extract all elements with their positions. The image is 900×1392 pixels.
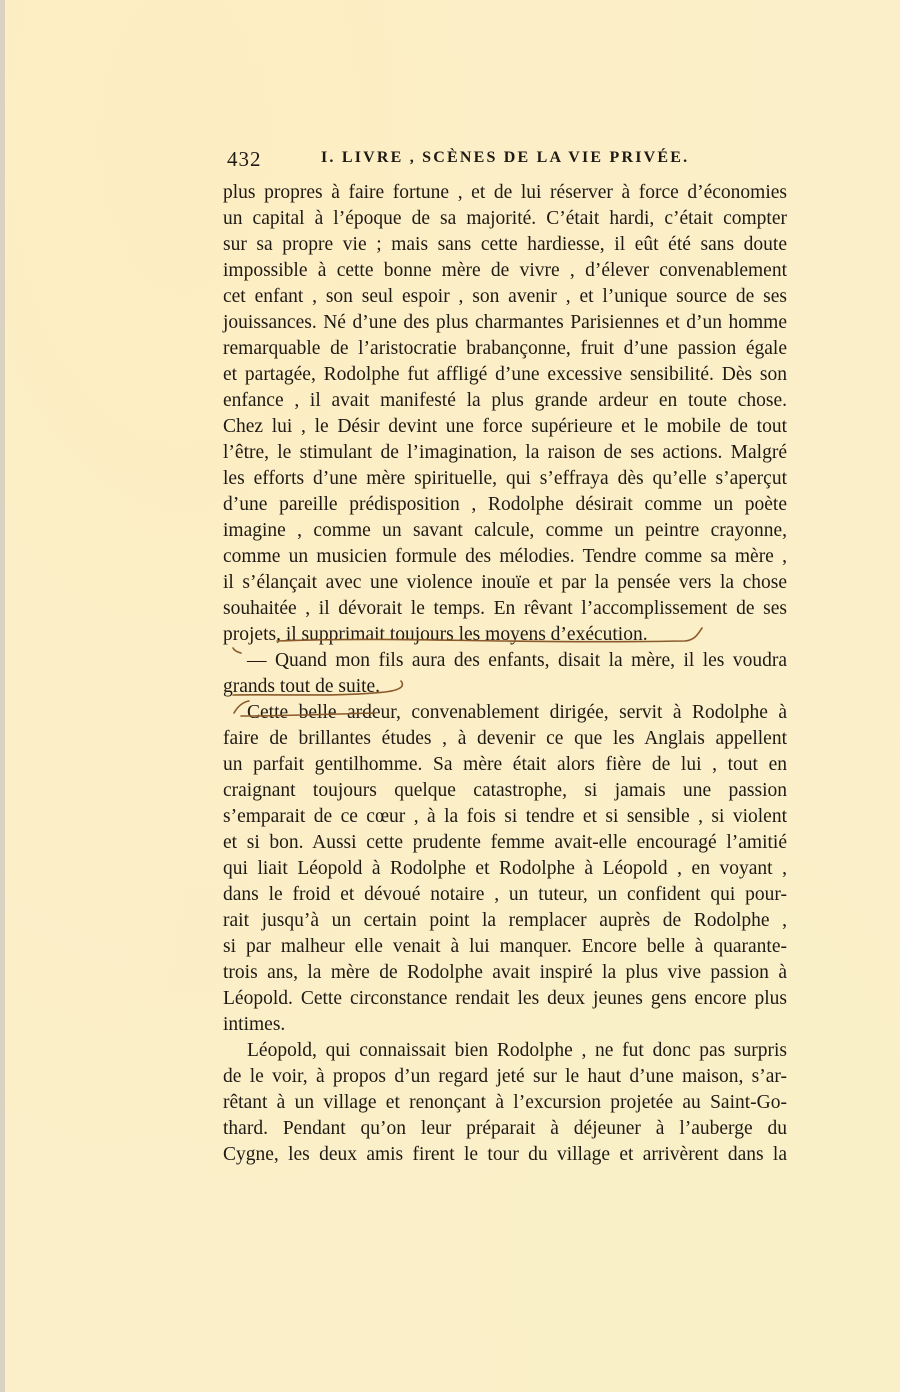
text-line: sur sa propre vie ; mais sans cette hardiesse, il eût été sans doute [223, 234, 787, 255]
text-line: d’une pareille prédisposition , Rodolphe désirait comme un poète [223, 494, 787, 515]
page-header [227, 147, 789, 173]
text-line: imagine , comme un savant calcule, comme un peintre crayonne, [223, 520, 787, 541]
text-line: craignant toujours quelque catastrophe, si jamais une passion [223, 780, 787, 801]
text-line: les efforts d’une mère spirituelle, qui s’effraya dès qu’elle s’aperçut [223, 468, 787, 489]
text-line: rêtant à un village et renonçant à l’excursion projetée au Saint-Go- [223, 1092, 787, 1113]
text-line: un parfait gentilhomme. Sa mère était alors fière de lui , tout en [223, 754, 787, 775]
text-line: l’être, le stimulant de l’imagination, la raison de ses actions. Malgré [223, 442, 787, 463]
text-line: Cette belle ardeur, convenablement dirigée, servit à Rodolphe à [247, 702, 787, 723]
text-line: Léopold, qui connaissait bien Rodolphe , ne fut donc pas surpris [247, 1040, 787, 1061]
page-number: 432 [227, 147, 262, 171]
text-line: Léopold. Cette circonstance rendait les deux jeunes gens encore plus [223, 988, 787, 1009]
text-line: rait jusqu’à un certain point la remplacer auprès de Rodolphe , [223, 910, 787, 931]
text-line: trois ans, la mère de Rodolphe avait inspiré la plus vive passion à [223, 962, 787, 983]
text-line: s’emparait de ce cœur , à la fois si tendre et si sensible , si violent [223, 806, 787, 827]
text-line: intimes. [223, 1014, 286, 1035]
text-line: projets, il supprimait toujours les moyens d’exécution. [223, 624, 648, 645]
text-line: faire de brillantes études , à devenir ce que les Anglais appellent [223, 728, 787, 749]
running-title: I. LIVRE , SCÈNES DE LA VIE PRIVÉE. [321, 149, 690, 166]
text-line: — Quand mon fils aura des enfants, disait la mère, il les voudra [247, 650, 787, 671]
text-line: il s’élançait avec une violence inouïe et par la pensée vers la chose [223, 572, 787, 593]
text-line: de le voir, à propos d’un regard jeté sur le haut d’une maison, s’ar- [223, 1066, 787, 1087]
text-line: plus propres à faire fortune , et de lui réserver à force d’économies [223, 182, 787, 203]
text-line: et partagée, Rodolphe fut affligé d’une excessive sensibilité. Dès son [223, 364, 787, 385]
text-line: dans le froid et dévoué notaire , un tuteur, un confident qui pour- [223, 884, 787, 905]
text-line: un capital à l’époque de sa majorité. C’était hardi, c’était compter [223, 208, 787, 229]
text-line: si par malheur elle venait à lui manquer. Encore belle à quarante- [223, 936, 787, 957]
text-line: impossible à cette bonne mère de vivre , d’élever convenablement [223, 260, 787, 281]
text-line: et si bon. Aussi cette prudente femme avait-elle encouragé l’amitié [223, 832, 787, 853]
text-line: thard. Pendant qu’on leur préparait à déjeuner à l’auberge du [223, 1118, 787, 1139]
text-line: cet enfant , son seul espoir , son avenir , et l’unique source de ses [223, 286, 787, 307]
text-line: grands tout de suite. [223, 676, 381, 697]
text-line: souhaitée , il dévorait le temps. En rêvant l’accomplissement de ses [223, 598, 787, 619]
text-line: comme un musicien formule des mélodies. Tendre comme sa mère , [223, 546, 787, 567]
text-line: qui liait Léopold à Rodolphe et Rodolphe à Léopold , en voyant , [223, 858, 787, 879]
text-line: remarquable de l’aristocratie brabançonne, fruit d’une passion égale [223, 338, 787, 359]
text-line: Chez lui , le Désir devint une force supérieure et le mobile de tout [223, 416, 787, 437]
text-line: jouissances. Né d’une des plus charmantes Parisiennes et d’un homme [223, 312, 787, 333]
text-line: Cygne, les deux amis firent le tour du village et arrivèrent dans la [223, 1144, 787, 1165]
text-line: enfance , il avait manifesté la plus grande ardeur en toute chose. [223, 390, 787, 411]
body-text [223, 180, 787, 1168]
